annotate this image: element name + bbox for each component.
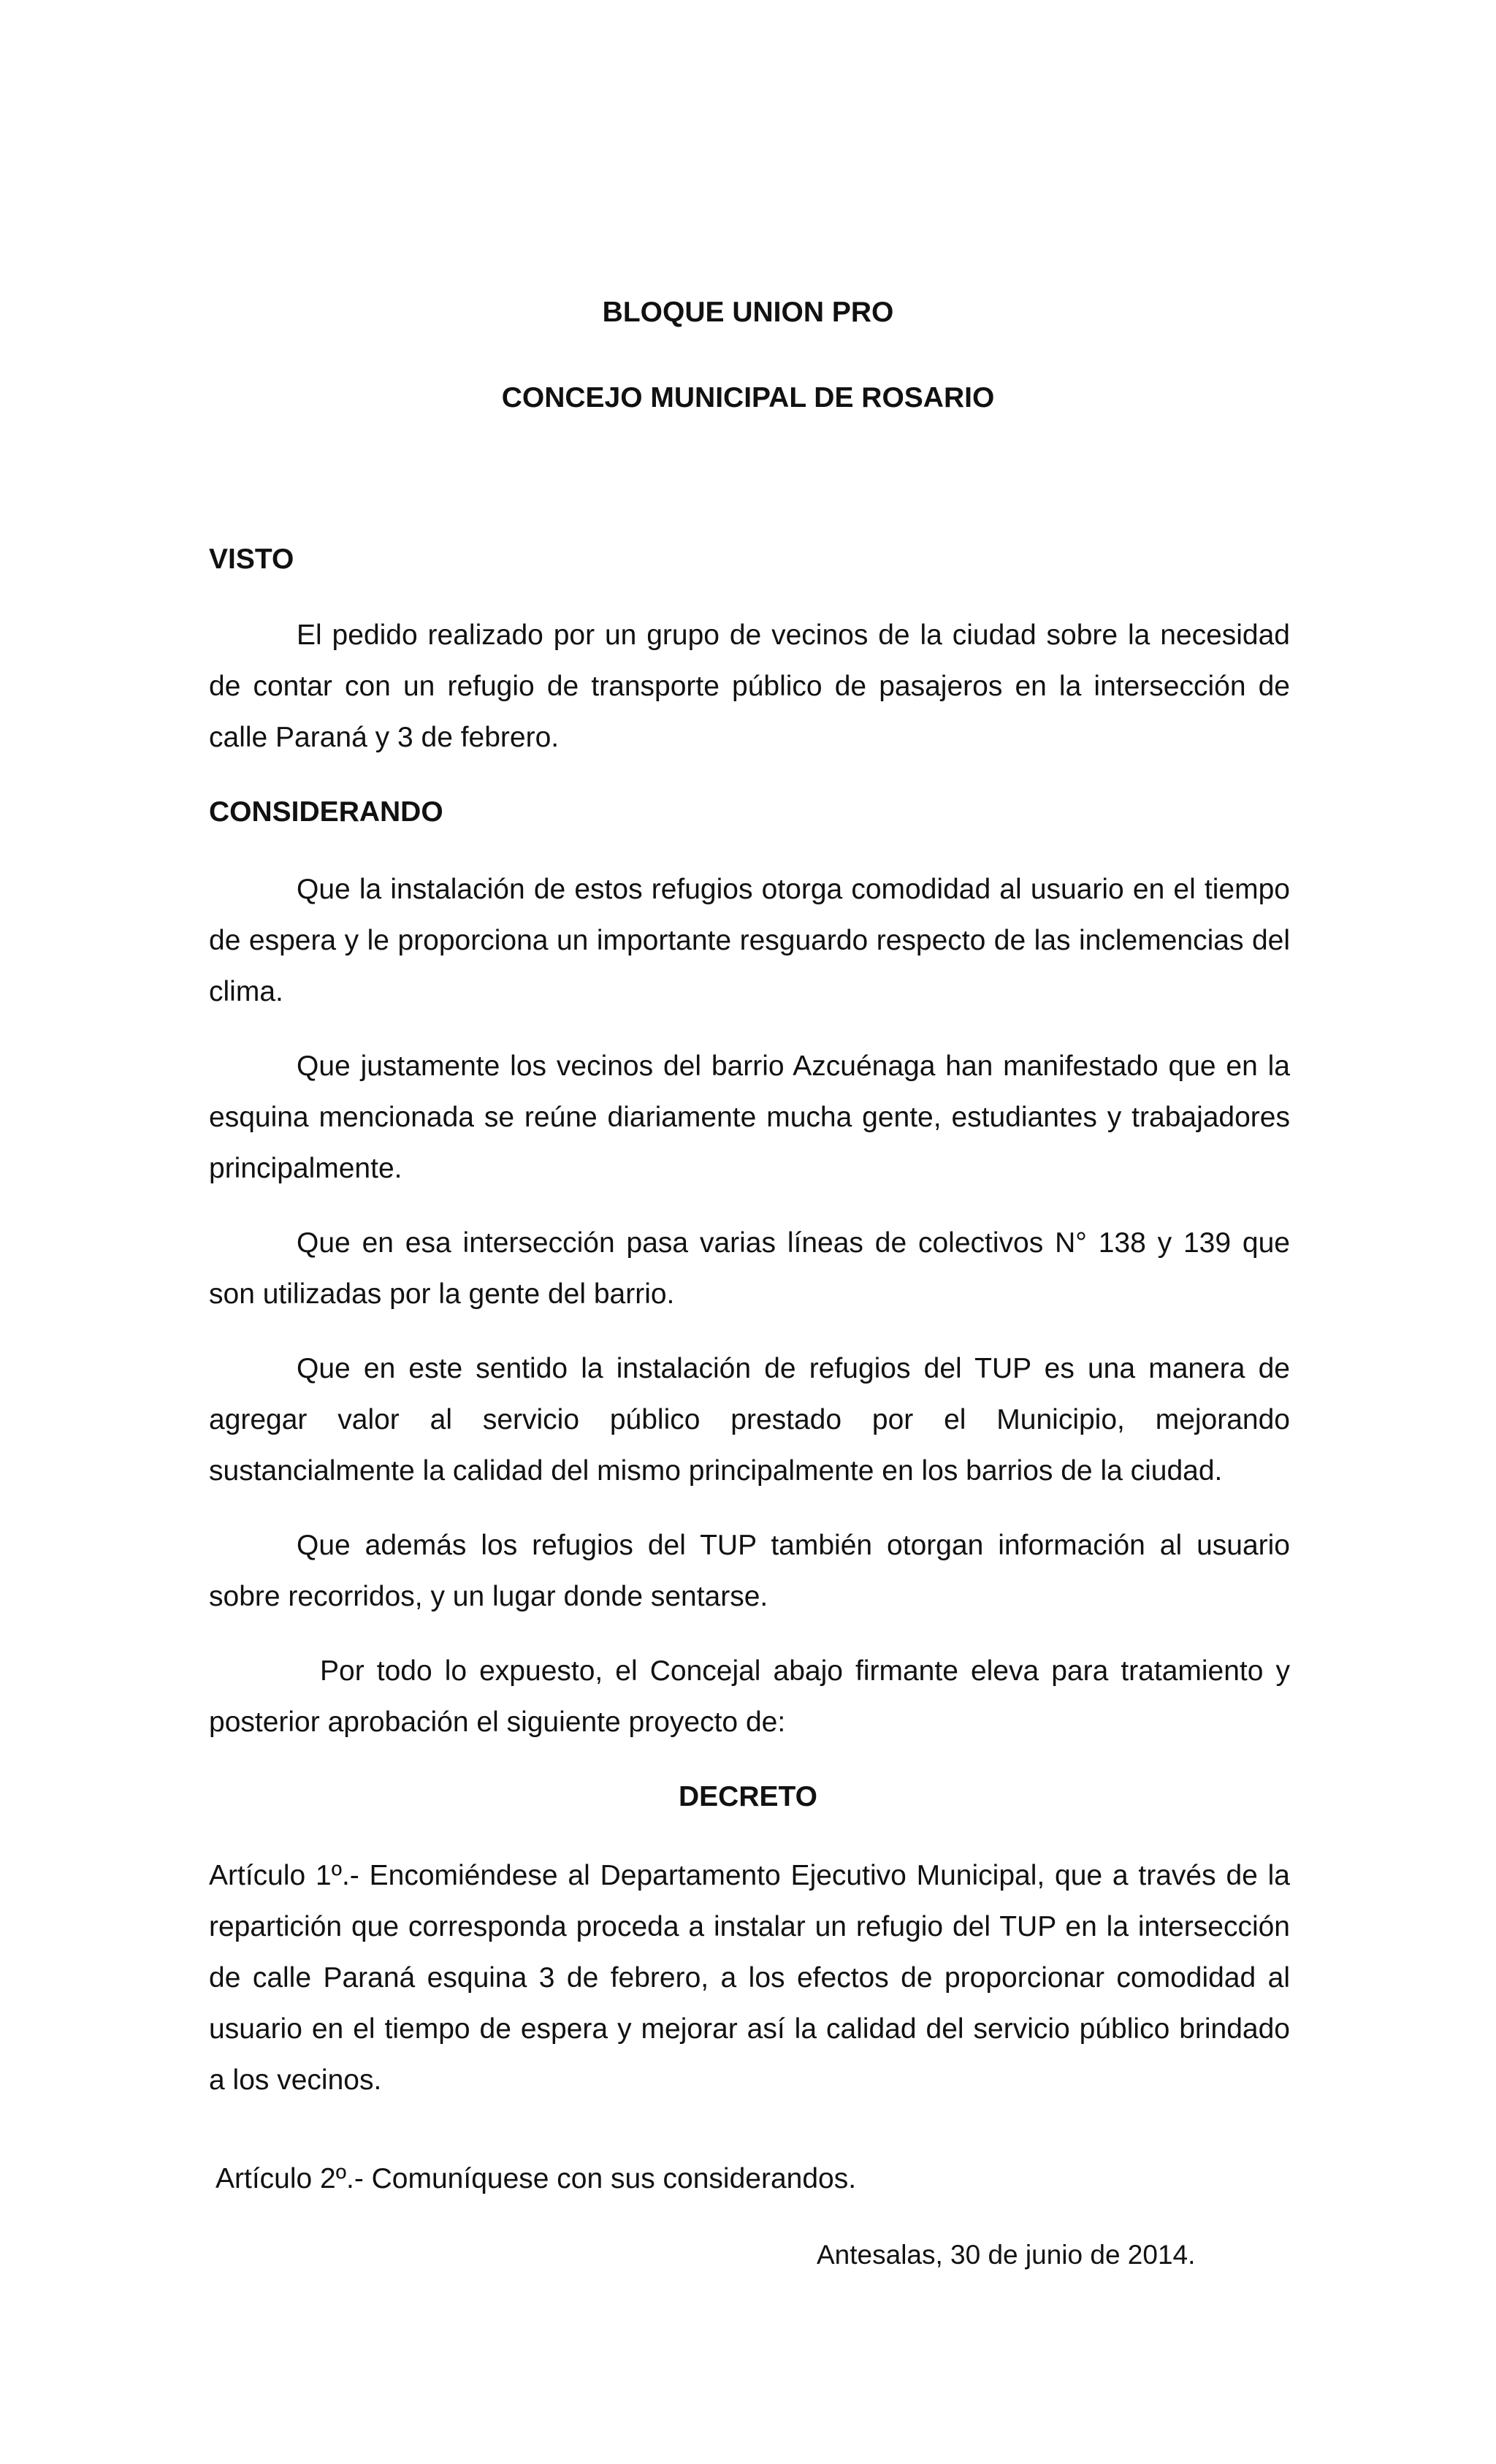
concejo-heading: CONCEJO MUNICIPAL DE ROSARIO [501,382,995,413]
articulo-2: Artículo 2º.- Comuníquese con sus considerandos. [215,2163,857,2194]
considerando-paragraph-6: Por todo lo expuesto, el Concejal abajo firmante eleva para tratamiento y posterior aprobación el siguiente proyecto de: [209,1655,1290,1738]
place-date: Antesalas, 30 de junio de 2014. [817,2240,1196,2270]
articulo-1: Artículo 1º.- Encomiéndese al Departamento Ejecutivo Municipal, que a través de la repartición que corresponda proceda a instalar un refugio del TUP en la intersección de calle Paraná esquina 3 de febrero, a los efectos de proporcionar comodidad al usuario en el tiempo de espera y mejorar así la calidad del servicio público brindado a los vecinos. [209,1860,1290,2096]
considerando-paragraph-5: Que además los refugios del TUP también otorgan información al usuario sobre recorridos, y un lugar donde sentarse. [209,1530,1290,1612]
considerando-paragraph-1: Que la instalación de estos refugios otorga comodidad al usuario en el tiempo de espera y le proporciona un importante resguardo respecto de las inclemencias del clima. [209,874,1290,1007]
decreto-heading: DECRETO [679,1781,817,1812]
visto-heading: VISTO [209,543,294,575]
bloque-heading: BLOQUE UNION PRO [602,297,894,328]
visto-paragraph: El pedido realizado por un grupo de vecinos de la ciudad sobre la necesidad de contar con un refugio de transporte público de pasajeros en la intersección de calle Paraná y 3 de febrero. [209,619,1290,753]
considerando-paragraph-4: Que en este sentido la instalación de refugios del TUP es una manera de agregar valor al servicio público prestado por el Municipio, mejorando sustancialmente la calidad del mismo principalmente en los barrios de la ciudad. [209,1353,1290,1487]
considerando-heading: CONSIDERANDO [209,796,443,828]
considerando-paragraph-2: Que justamente los vecinos del barrio Azcuénaga han manifestado que en la esquina mencionada se reúne diariamente mucha gente, estudiantes y trabajadores principalmente. [209,1050,1290,1184]
considerando-paragraph-3: Que en esa intersección pasa varias líneas de colectivos N° 138 y 139 que son utilizadas por la gente del barrio. [209,1227,1290,1310]
